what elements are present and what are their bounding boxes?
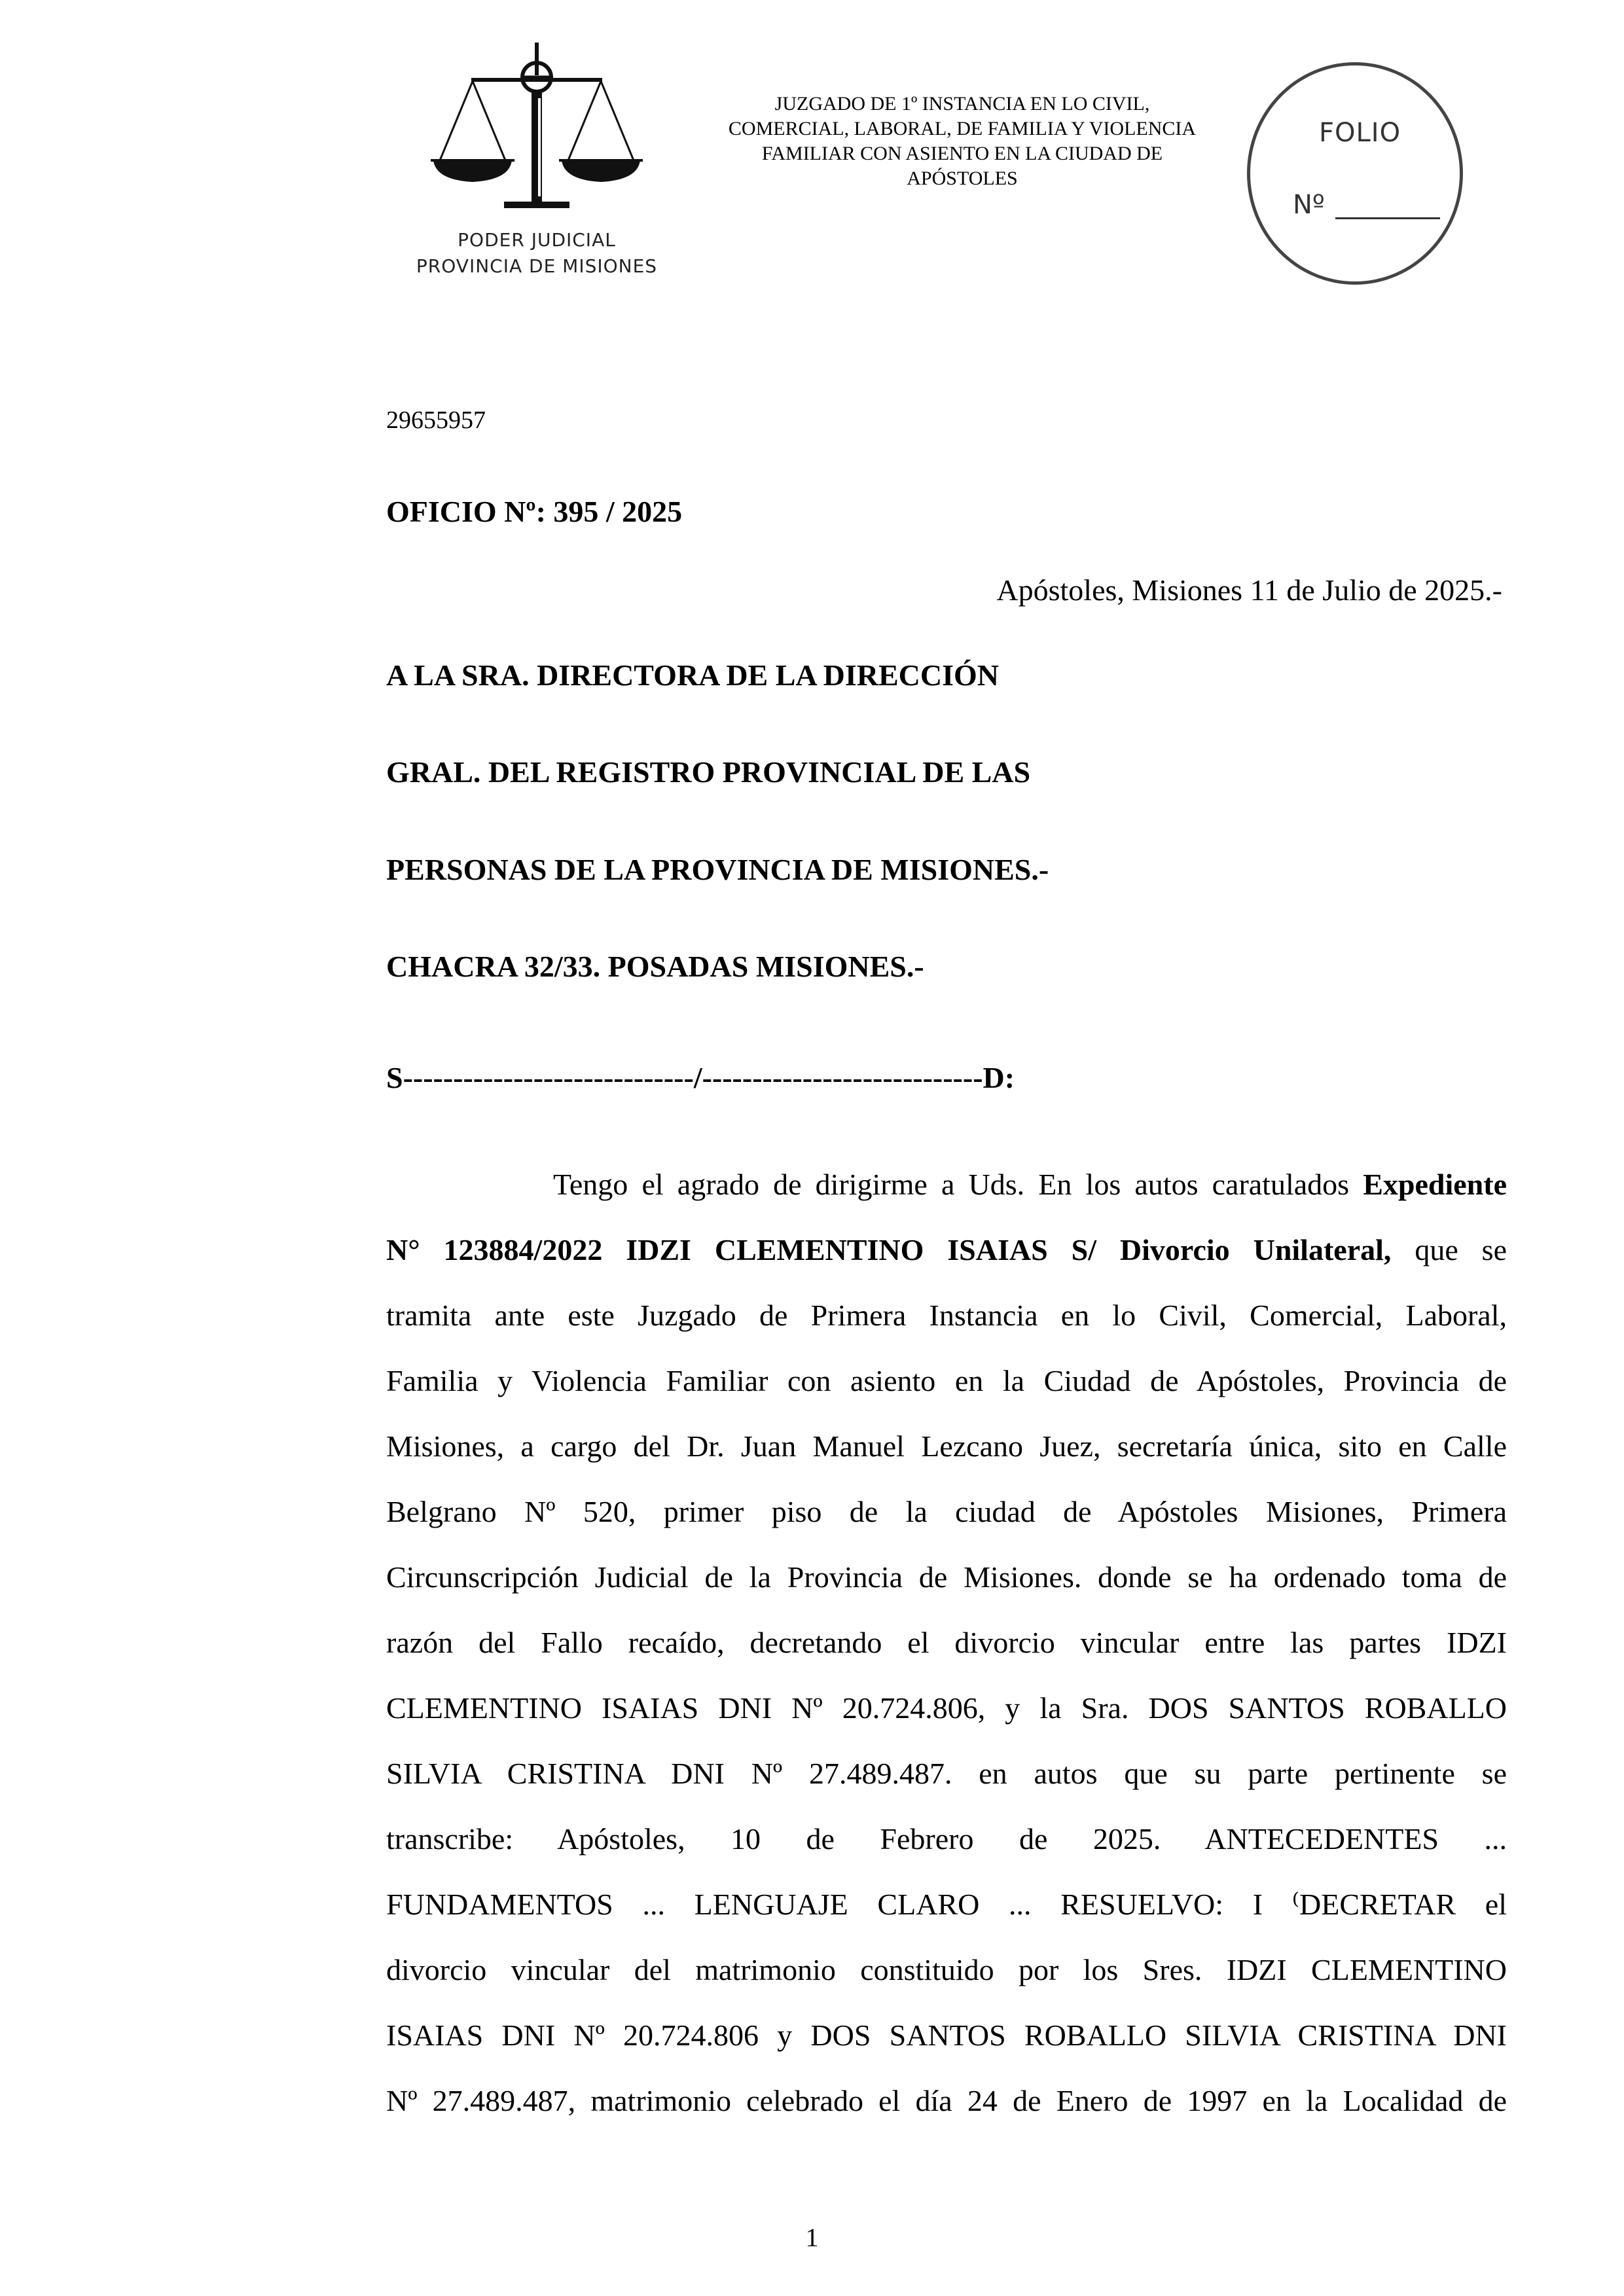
folio-label: FOLIO xyxy=(1319,118,1401,148)
body-text: Tengo el agrado de dirigirme a Uds. En los autos caratulados xyxy=(553,1168,1363,1201)
oficio-number: OFICIO Nº: 395 / 2025 xyxy=(386,495,683,528)
body-line: Misiones, a cargo del Dr. Juan Manuel Lezcano Juez, secretaría única, sito en Calle xyxy=(386,1429,1507,1463)
case-title-bold: N° 123884/2022 IDZI CLEMENTINO ISAIAS S/ Divorcio Unilateral, xyxy=(386,1233,1392,1266)
body-line: divorcio vincular del matrimonio constituido por los Sres. IDZI CLEMENTINO xyxy=(386,1953,1507,1986)
body-line: SILVIA CRISTINA DNI Nº 27.489.487. en autos que su parte pertinente se xyxy=(386,1757,1507,1790)
document-code: 29655957 xyxy=(386,406,486,434)
body-line: FUNDAMENTOS ... LENGUAJE CLARO ... RESUELVO: I ⁽DECRETAR el xyxy=(386,1888,1507,1921)
court-heading-line: APÓSTOLES xyxy=(907,168,1018,189)
court-heading-line: JUZGADO DE 1º INSTANCIA EN LO CIVIL, xyxy=(774,93,1150,115)
crest-label-province: PROVINCIA DE MISIONES xyxy=(416,255,658,277)
body-line: Belgrano Nº 520, primer piso de la ciudad de Apóstoles Misiones, Primera xyxy=(386,1495,1507,1528)
body-line: Nº 27.489.487, matrimonio celebrado el día 24 de Enero de 1997 en la Localidad de xyxy=(386,2084,1507,2117)
crest-label-institution: PODER JUDICIAL xyxy=(458,229,616,251)
court-heading xyxy=(668,92,1257,191)
addressee-line: PERSONAS DE LA PROVINCIA DE MISIONES.- xyxy=(386,853,1049,886)
folio-number-blank xyxy=(1335,217,1440,219)
body-line: transcribe: Apóstoles, 10 de Febrero de 2025. ANTECEDENTES ... xyxy=(386,1822,1507,1856)
folio-stamp xyxy=(1247,62,1463,285)
salutation-line: S-----------------------------/----------------------------D: xyxy=(386,1061,1015,1094)
addressee-line: CHACRA 32/33. POSADAS MISIONES.- xyxy=(386,950,924,983)
page-number: 1 xyxy=(805,2223,819,2252)
court-heading-line: COMERCIAL, LABORAL, DE FAMILIA Y VIOLENCIA xyxy=(728,118,1197,139)
judicial-crest-logo xyxy=(386,39,687,295)
body-text: que se xyxy=(1391,1233,1507,1266)
addressee-line: GRAL. DEL REGISTRO PROVINCIAL DE LAS xyxy=(386,755,1031,789)
body-line xyxy=(386,1230,1507,1270)
body-line: Familia y Violencia Familiar con asiento en la Ciudad de Apóstoles, Provincia de xyxy=(386,1364,1507,1397)
body-line: razón del Fallo recaído, decretando el divorcio vincular entre las partes IDZI xyxy=(386,1626,1507,1659)
folio-number-label: Nº xyxy=(1293,190,1325,220)
document-date: Apóstoles, Misiones 11 de Julio de 2025.- xyxy=(996,573,1502,607)
body-line: Circunscripción Judicial de la Provincia de Misiones. donde se ha ordenado toma de xyxy=(386,1560,1507,1594)
body-line xyxy=(553,1165,1507,1204)
court-heading-line: FAMILIAR CON ASIENTO EN LA CIUDAD DE xyxy=(761,143,1163,164)
body-line: tramita ante este Juzgado de Primera Instancia en lo Civil, Comercial, Laboral, xyxy=(386,1299,1507,1332)
body-line: ISAIAS DNI Nº 20.724.806 y DOS SANTOS ROBALLO SILVIA CRISTINA DNI xyxy=(386,2018,1507,2052)
body-line: CLEMENTINO ISAIAS DNI Nº 20.724.806, y la Sra. DOS SANTOS ROBALLO xyxy=(386,1691,1507,1725)
addressee-line: A LA SRA. DIRECTORA DE LA DIRECCIÓN xyxy=(386,658,999,692)
scales-of-justice-icon xyxy=(425,39,648,223)
body-text-bold: Expediente xyxy=(1363,1168,1507,1201)
